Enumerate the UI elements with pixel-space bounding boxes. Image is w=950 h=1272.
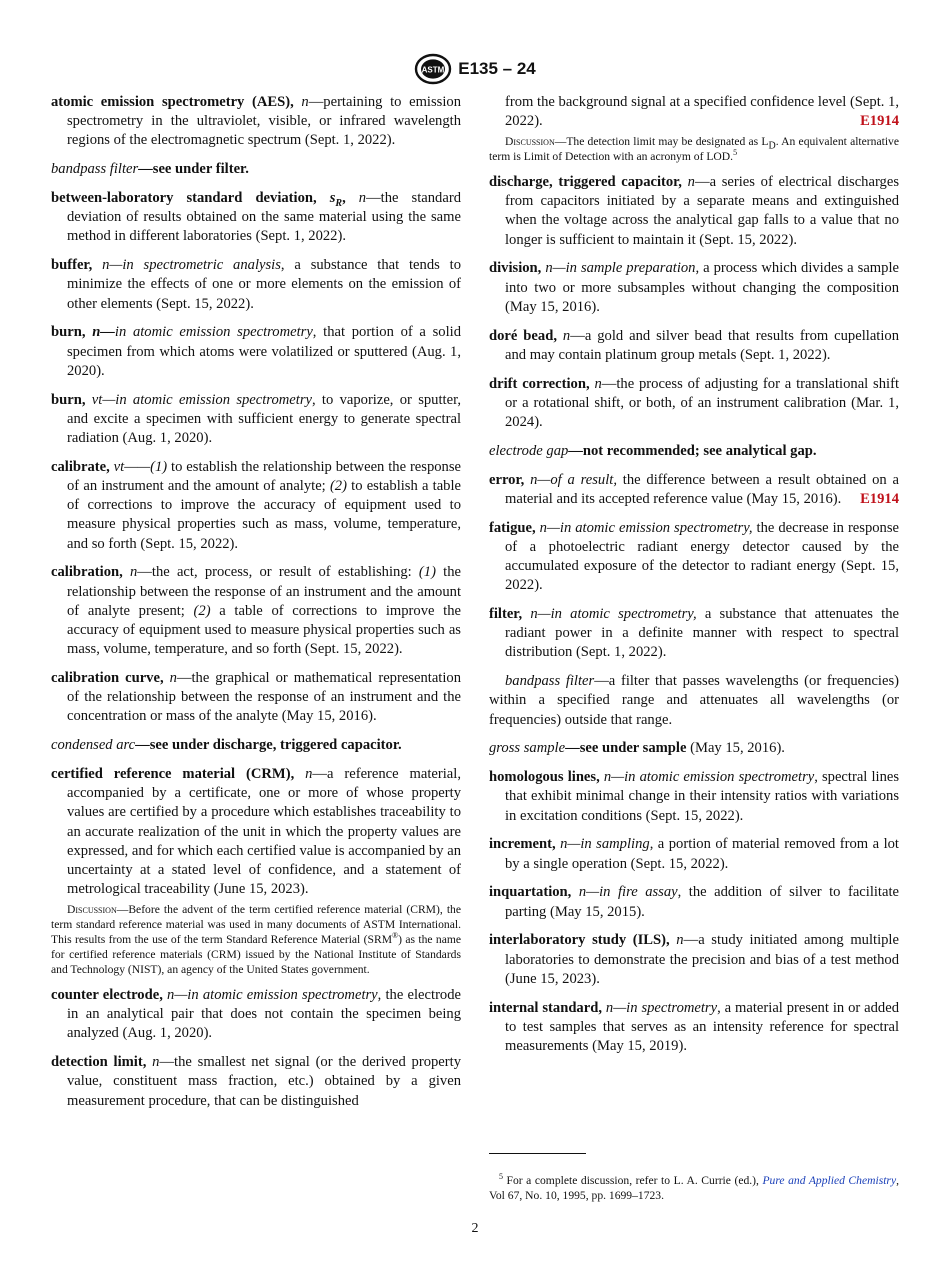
- page-number: 2: [471, 1221, 479, 1236]
- page-header: [0, 52, 950, 86]
- entry-filter: filter, n—in atomic spectrometry, a substance that attenuates the radiant power in a definite manner with respect to spectral distribution (Sept. 1, 2022).: [489, 606, 899, 661]
- discussion-detection-limit: Discussion—The detection limit may be designated as $L_D$. An equivalent alternative term is Limit of Detection with an acronym of LOD.$^5$: [489, 135, 899, 163]
- entry-ils: interlaboratory study (ILS), n—a study initiated among multiple laboratories to demonstrate the precision and bias of a test method (June 15, 2023).: [489, 932, 899, 987]
- entry-division: division, n—in sample preparation, a process which divides a sample into two or more subsamples without changing the composition (May 15, 2016).: [489, 260, 899, 315]
- svg-text:ASTM: ASTM: [421, 65, 445, 75]
- entry-burn-n: burn, n—in atomic emission spectrometry, that portion of a solid specimen from which atoms were volatilized or sputtered (Aug. 1, 2020).: [51, 324, 461, 379]
- reference-e1914[interactable]: E1914: [860, 490, 899, 507]
- entry-internal-standard: internal standard, n—in spectrometry, a material present in or added to test samples that serves as an intensity reference for spectral measurements (May 15, 2019).: [489, 999, 899, 1055]
- entry-fatigue: fatigue, n—in atomic emission spectrometry, the decrease in response of a photoelectric radiant energy detector caused by the accumulated exposure of the detector to radiant energy (Sept. 15, 2022).: [489, 519, 900, 594]
- entry-calibration-curve: calibration curve, n—the graphical or mathematical representation of the relationship between the response of an instrument and the concentration or mass of the analyte (May 15, 2016).: [51, 670, 461, 725]
- reference-e1914[interactable]: E1914: [860, 113, 899, 130]
- entry-detection-limit: detection limit, n—the smallest net signal (or the derived property value, constituent mass fraction, etc.) obtained by a given measurement procedure, that can be distinguished: [51, 1054, 461, 1109]
- entry-homologous-lines: homologous lines, n—in atomic emission spectrometry, spectral lines that exhibit minimal change in their intensity ratios with variations in excitation conditions (Sept. 15, 2022).: [489, 769, 900, 824]
- document-id: E135 – 24: [458, 59, 536, 78]
- entry-dore-bead: doré bead, n—a gold and silver bead that results from cupellation and may contain platinum group metals (Sept. 1, 2022).: [489, 327, 899, 363]
- entry-crm: certified reference material (CRM), n—a reference material, accompanied by a certificate, one or more of whose property values are certified by a procedure which establishes traceability to an accurate realization of the unit in which the property values are expressed, and for which each certified value is accompanied by an uncertainty at a stated level of confidence, and a statement of metrological traceability (June 15, 2023).: [51, 766, 461, 898]
- entry-error: error, n—of a result, the difference between a result obtained on a material and its accepted reference value (May 15, 2016). E1914: [489, 471, 899, 509]
- entry-condensed-arc: condensed arc—see under discharge, triggered capacitor.: [51, 737, 402, 754]
- entry-calibration: calibration, n—the act, process, or result of establishing: (1) the relationship between the response of an instrument and the amount of analyte present; (2) a table of corrections to improve the accuracy of equipment used to measure physical properties such as mass, volume, temperature, and so forth (Sept. 15, 2022).: [51, 564, 461, 658]
- entry-electrode-gap: electrode gap—not recommended; see analytical gap.: [489, 442, 817, 459]
- entry-discharge: discharge, triggered capacitor, n—a series of electrical discharges from capacitors initiated by a separate means and extinguished when the voltage across the analytical gap falls to a value that no longer is sufficient to maintain it (Sept. 15, 2022).: [489, 174, 899, 248]
- discussion-crm: Discussion—Before the advent of the term certified reference material (CRM), the term standard reference material was used in many documents of ASTM International. This results from the use of the term Standard Reference Material (SRM®) as the name for certified reference materials (CRM) issued by the National Institute of Standards and Technology (NIST), an agency of the United States government.: [51, 903, 461, 977]
- entry-filter-bandpass: bandpass filter—a filter that passes wavelengths (or frequencies) within a specified range and attenuates all wavelengths (or frequencies) outside that range.: [489, 673, 899, 728]
- entry-counter-electrode: counter electrode, n—in atomic emission spectrometry, the electrode in an analytical pair that does not contain the specimen being analyzed (Aug. 1, 2020).: [51, 987, 461, 1042]
- entry-burn-vt: burn, vt—in atomic emission spectrometry, to vaporize, or sputter, and excite a specimen with sufficient energy to generate spectral radiation (Aug. 1, 2020).: [51, 391, 461, 447]
- entry-between-lab-sd: between-laboratory standard deviation, $s_R$, n—the standard deviation of results obtained on the same material using the same method in different laboratories (Sept. 1, 2022).: [51, 190, 461, 245]
- left-column: [51, 93, 461, 1120]
- entry-drift-correction: drift correction, n—the process of adjusting for a translational shift or a rotational shift, or both, of an instrument calibration (Mar. 1, 2024).: [489, 375, 900, 431]
- journal-link[interactable]: Pure and Applied Chemistry: [762, 1173, 897, 1187]
- footnote-5: $^5$ For a complete discussion, refer to L. A. Currie (ed.), Pure and Applied Chemistry, Vol 67, No. 10, 1995, pp. 1699–1723.: [489, 1171, 899, 1203]
- entry-gross-sample: gross sample—see under sample (May 15, 2016).: [489, 740, 785, 757]
- entry-detection-limit-cont: from the background signal at a specified confidence level (Sept. 1, 2022). E1914: [489, 93, 899, 131]
- entry-aes: atomic emission spectrometry (AES), n—pertaining to emission spectrometry in the ultraviolet, visible, or infrared wavelength regions of the electromagnetic spectrum (Sept. 1, 2022).: [51, 94, 461, 149]
- right-column: [489, 93, 899, 1066]
- entry-buffer: buffer, n—in spectrometric analysis, a substance that tends to minimize the effects of one or more elements on the emission of other elements (Sept. 15, 2022).: [51, 257, 461, 312]
- entry-increment: increment, n—in sampling, a portion of material removed from a lot by a single operation (Sept. 15, 2022).: [489, 836, 899, 872]
- entry-bandpass-filter: bandpass filter—see under filter.: [51, 161, 249, 178]
- entry-inquartation: inquartation, n—in fire assay, the addition of silver to facilitate parting (May 15, 2015).: [489, 884, 899, 920]
- astm-logo-icon: [414, 53, 452, 85]
- entry-calibrate: calibrate, vt——(1) to establish the relationship between the response of an instrument and the amount of analyte; (2) to establish a table of corrections to improve the accuracy of equipment used to measure physical properties such as mass, volume, temperature, and so forth (Sept. 15, 2022).: [51, 458, 462, 552]
- footnote-divider: [489, 1153, 586, 1154]
